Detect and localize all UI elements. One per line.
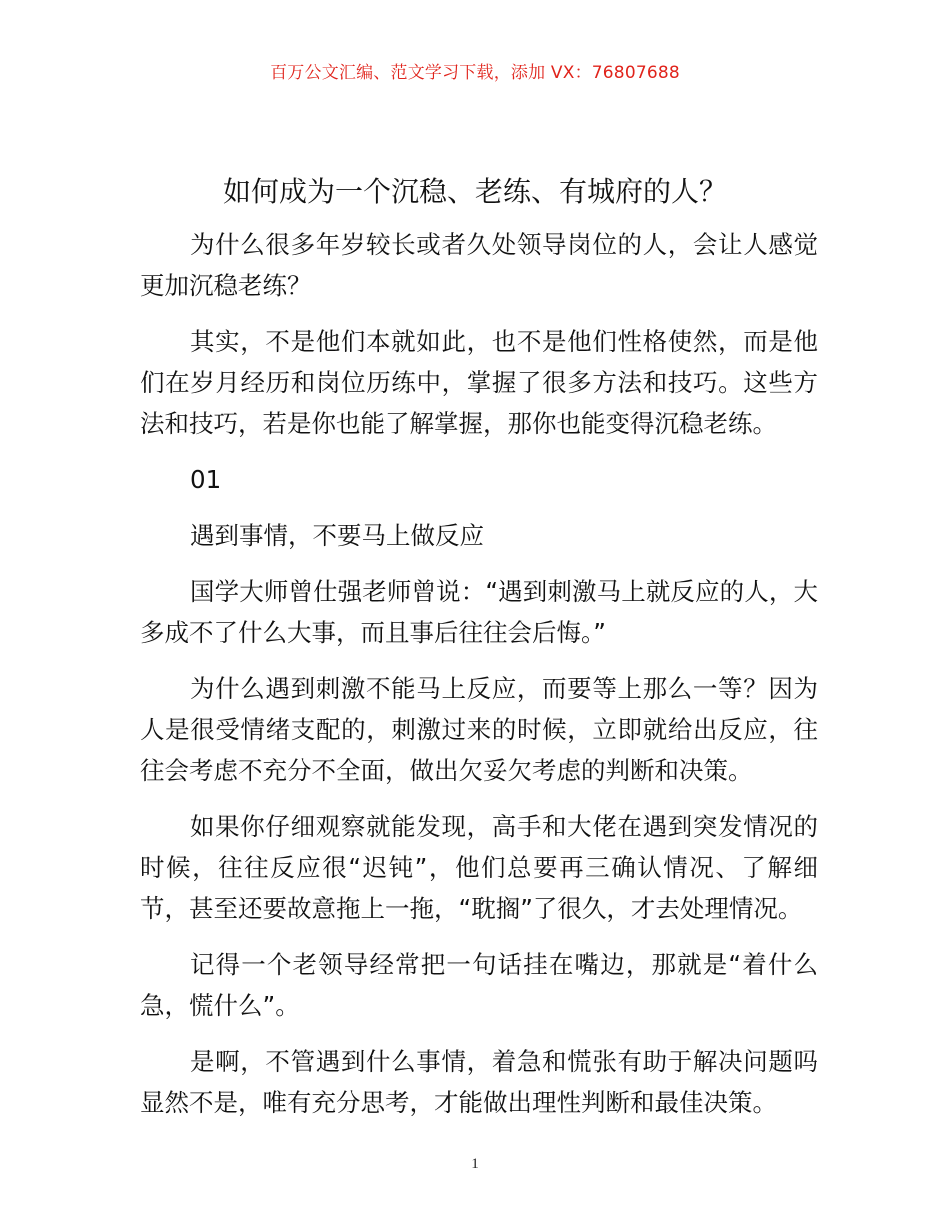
page-number: 1 <box>471 1156 479 1172</box>
paragraph: 国学大师曾仕强老师曾说：“遇到刺激马上就反应的人，大多成不了什么大事，而且事后往往会后悔。” <box>140 577 818 647</box>
paragraph: 为什么遇到刺激不能马上反应，而要等上那么一等？因为人是很受情绪支配的，刺激过来的时候，立即就给出反应，往往会考虑不充分不全面，做出欠妥欠考虑的判断和决策。 <box>140 674 818 785</box>
paragraph: 如果你仔细观察就能发现，高手和大佬在遇到突发情况的时候，往往反应很“迟钝”，他们总要再三确认情况、了解细节，甚至还要故意拖上一拖，“耽搁”了很久，才去处理情况。 <box>140 812 818 923</box>
paragraph: 其实，不是他们本就如此，也不是他们性格使然，而是他们在岁月经历和岗位历练中，掌握了很多方法和技巧。这些方法和技巧，若是你也能了解掌握，那你也能变得沉稳老练。 <box>140 327 818 438</box>
section-number: 01 <box>190 465 222 494</box>
header-banner: 百万公文汇编、范文学习下载，添加 VX：76807688 <box>270 63 680 83</box>
document-body <box>140 224 818 1138</box>
document-title: 如何成为一个沉稳、老练、有城府的人？ <box>222 175 727 208</box>
paragraph: 为什么很多年岁较长或者久处领导岗位的人，会让人感觉更加沉稳老练？ <box>140 230 818 300</box>
paragraph: 记得一个老领导经常把一句话挂在嘴边，那就是“着什么急，慌什么”。 <box>140 950 818 1020</box>
section-heading: 遇到事情，不要马上做反应 <box>190 521 484 550</box>
paragraph: 是啊，不管遇到什么事情，着急和慌张有助于解决问题吗显然不是，唯有充分思考，才能做出理性判断和最佳决策。 <box>140 1047 818 1117</box>
